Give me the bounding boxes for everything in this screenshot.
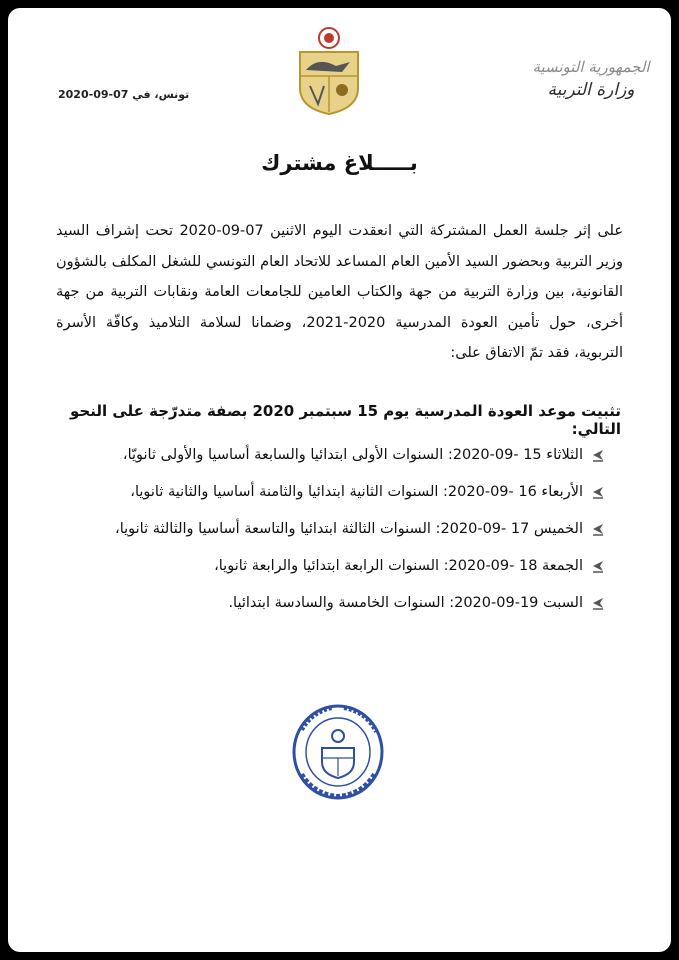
schedule-item-text: الأربعاء 16 -09-2020: السنوات الثانية ابتدائيا والثامنة أساسيا والثانية ثانويا، — [130, 483, 583, 500]
ministry-letterhead — [531, 58, 651, 100]
dateline: تونس، في 07-09-2020 — [58, 88, 190, 101]
arrow-bullet-icon — [589, 594, 607, 612]
arrow-bullet-icon — [589, 557, 607, 575]
arrow-bullet-icon — [589, 446, 607, 464]
list-item — [48, 436, 607, 473]
document-page — [8, 8, 671, 952]
arrow-bullet-icon — [589, 520, 607, 538]
arrow-bullet-icon — [589, 483, 607, 501]
republic-label: الجمهورية التونسية — [532, 58, 650, 76]
schedule-item-text: السبت 19-09-2020: السنوات الخامسة والسادسة ابتدائيا. — [228, 594, 583, 611]
list-item — [48, 547, 607, 584]
intro-paragraph: على إثر جلسة العمل المشتركة التي انعقدت اليوم الاثنين 07-09-2020 تحت إشراف السيد وزير التربية وبحضور السيد الأمين العام المساعد للاتحاد العام التونسي للشغل المكلف بالشؤون القانونية، بين وزارة التربية من جهة والكتاب العامين للجامعات العامة ونقابات التربية من جهة أخرى، حول تأمين العودة المدرسية 2020-2021، وضمانا لسلامة التلاميذ وكافّة الأسرة التربوية، فقد تمّ الاتفاق على: — [56, 223, 623, 361]
ministry-label: وزارة التربية — [547, 80, 635, 100]
schedule-lead: تثبيت موعد العودة المدرسية يوم 15 سبتمبر 2020 بصفة متدرّجة على النحو التالي: — [70, 402, 621, 438]
schedule-item-text: الثلاثاء 15 -09-2020: السنوات الأولى ابتدائيا والسابعة أساسيا والأولى ثانويّا، — [122, 446, 583, 463]
schedule-list — [48, 436, 607, 621]
page-title: بـــــلاغ مشترك — [261, 151, 418, 175]
schedule-item-text: الجمعة 18 -09-2020: السنوات الرابعة ابتدائيا والرابعة ثانويا، — [214, 557, 583, 574]
list-item — [48, 473, 607, 510]
tunisia-emblem-icon — [292, 26, 366, 116]
ministry-stamp-icon — [288, 700, 388, 804]
list-item — [48, 510, 607, 547]
list-item — [48, 584, 607, 621]
schedule-item-text: الخميس 17 -09-2020: السنوات الثالثة ابتدائيا والتاسعة أساسيا والثالثة ثانويا، — [115, 520, 583, 537]
